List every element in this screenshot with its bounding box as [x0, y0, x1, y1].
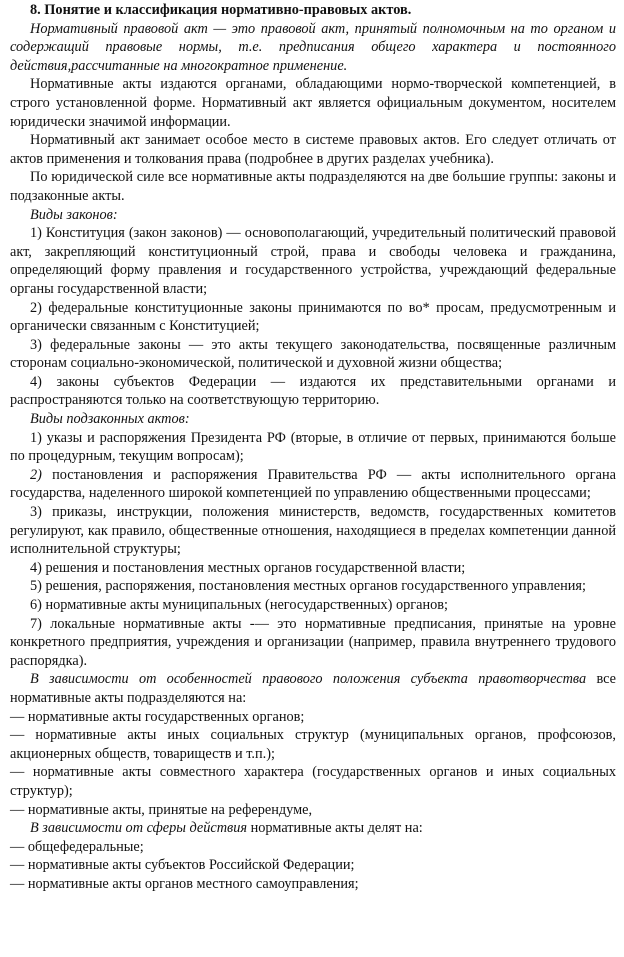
- by-scope-italic: В зависимости от сферы действия: [30, 820, 248, 837]
- bylaw-text: постановления и распоряжения Правительства РФ — акты исполнительного органа государства, наделенного широкой компетенцией по управлению общественными процессами;: [10, 466, 616, 502]
- by-subject-intro: [10, 670, 616, 707]
- by-subject-item: — нормативные акты иных социальных структур (муниципальных органов, профсоюзов, акционерных обществ, товариществ и т.п.);: [10, 727, 616, 762]
- by-subject-italic: В зависимости от особенностей правового положения субъекта правотворчества: [30, 671, 587, 688]
- paragraph-place-in-system: Нормативный акт занимает особое место в системе правовых актов. Его следует отличать от актов применения и толкования права (подробнее в других разделах учебника).: [10, 132, 616, 167]
- by-scope-intro: [10, 819, 616, 838]
- law-item: 2) федеральные конституционные законы принимаются по во* просам, предусмотренным и органически связанным с Конституцией;: [10, 299, 616, 335]
- laws-heading: Виды законов:: [30, 206, 118, 223]
- bylaw-item: 3) приказы, инструкции, положения министерств, ведомств, государственных комитетов регулируют, как правило, общественные отношения, находящиеся в пределах компетенции данной исполнительной структуры;: [10, 504, 616, 558]
- by-subject-rest: все нормативные акты подразделяются на:: [10, 671, 616, 706]
- law-item: 1) Конституция (закон законов) — основополагающий, учредительный политический правовой акт, закрепляющий конституционный строй, права и свободы человека и гражданина, определяющий форму правления и государственного устройства, учреждающий федеральные органы государственной власти;: [10, 225, 616, 297]
- bylaws-heading: Виды подзаконных актов:: [30, 411, 190, 428]
- law-item: 3) федеральные законы — это акты текущего законодательства, посвященные различным сторонам социально-экономической, политической и духовной жизни общества;: [10, 336, 616, 372]
- by-scope-item: — нормативные акты субъектов Российской Федерации;: [10, 857, 355, 874]
- by-subject-item: — нормативные акты, принятые на референдуме,: [10, 801, 313, 818]
- bylaw-item: 6) нормативные акты муниципальных (негосударственных) органов;: [30, 597, 449, 613]
- bylaw-item: 4) решения и постановления местных органов государственной власти;: [30, 559, 466, 576]
- law-item: 4) законы субъектов Федерации — издаются их представительными органами и распространяются только на соответствующую территорию.: [10, 373, 616, 409]
- bylaw-item: 1) указы и распоряжения Президента РФ (вторые, в отличие от первых, принимаются больше по процедурным, текущим вопросам);: [10, 429, 616, 465]
- by-scope-rest: нормативные акты делят на:: [247, 820, 423, 837]
- by-subject-item: — нормативные акты совместного характера (государственных органов и иных социальных структур);: [10, 764, 616, 799]
- bylaw-number: 2): [30, 466, 42, 483]
- bylaw-item: 5) решения, распоряжения, постановления местных органов государственного управления;: [30, 578, 586, 595]
- definition-paragraph: Нормативный правовой акт — это правовой акт, принятый полномочным на то органом и содержащий правовые нормы, т.е. предписания общего характера и постоянного действия,рассчитанные на многократное применение.: [10, 20, 616, 74]
- paragraph-legal-force: По юридической силе все нормативные акты подразделяются на две большие группы: законы и подзаконные акты.: [10, 169, 616, 204]
- bylaw-item: [10, 466, 616, 503]
- by-scope-item: — общефедеральные;: [10, 838, 144, 855]
- section-heading: 8. Понятие и классификация нормативно-правовых актов.: [30, 2, 412, 18]
- bylaw-item: 7) локальные нормативные акты -— это нормативные предписания, принятые на уровне конкретного предприятия, учреждения и организации (например, правила внутреннего трудового распорядка).: [10, 615, 616, 669]
- by-scope-item: — нормативные акты органов местного самоуправления;: [10, 875, 359, 892]
- paragraph-issuing-bodies: Нормативные акты издаются органами, обладающими нормо-творческой компетенцией, в строго установленной форме. Нормативный акт является официальным документом, носителем юридически значимой информации.: [10, 76, 616, 130]
- by-subject-item: — нормативные акты государственных органов;: [10, 708, 305, 725]
